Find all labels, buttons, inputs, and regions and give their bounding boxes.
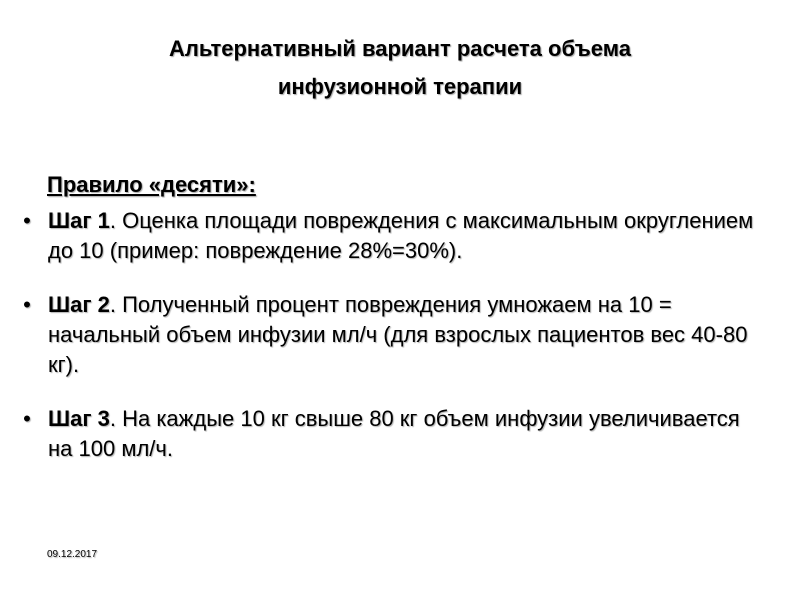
step-label: Шаг 3 bbox=[48, 406, 110, 431]
step-item-2 bbox=[18, 290, 758, 380]
bullet-icon: • bbox=[23, 292, 31, 317]
step-text: . Полученный процент повреждения умножаем на 10 = начальный объем инфузии мл/ч (для взрослых пациентов вес 40-80 кг). bbox=[48, 292, 748, 377]
steps-list bbox=[18, 206, 758, 488]
step-item-1 bbox=[18, 206, 758, 266]
slide-title bbox=[40, 30, 760, 106]
step-item-3 bbox=[18, 404, 758, 464]
step-label: Шаг 1 bbox=[48, 208, 110, 233]
step-text: . Оценка площади повреждения с максимальным округлением до 10 (пример: повреждение 28%=30%). bbox=[48, 208, 754, 263]
slide-title-line-1: Альтернативный вариант расчета объема bbox=[169, 36, 631, 61]
step-text: . На каждые 10 кг свыше 80 кг объем инфузии увеличивается на 100 мл/ч. bbox=[48, 406, 740, 461]
bullet-icon: • bbox=[23, 406, 31, 431]
slide-date: 09.12.2017 bbox=[47, 549, 98, 560]
bullet-icon: • bbox=[23, 208, 31, 233]
step-label: Шаг 2 bbox=[48, 292, 110, 317]
slide-title-line-2: инфузионной терапии bbox=[277, 74, 523, 99]
rule-heading: Правило «десяти»: bbox=[47, 172, 256, 197]
